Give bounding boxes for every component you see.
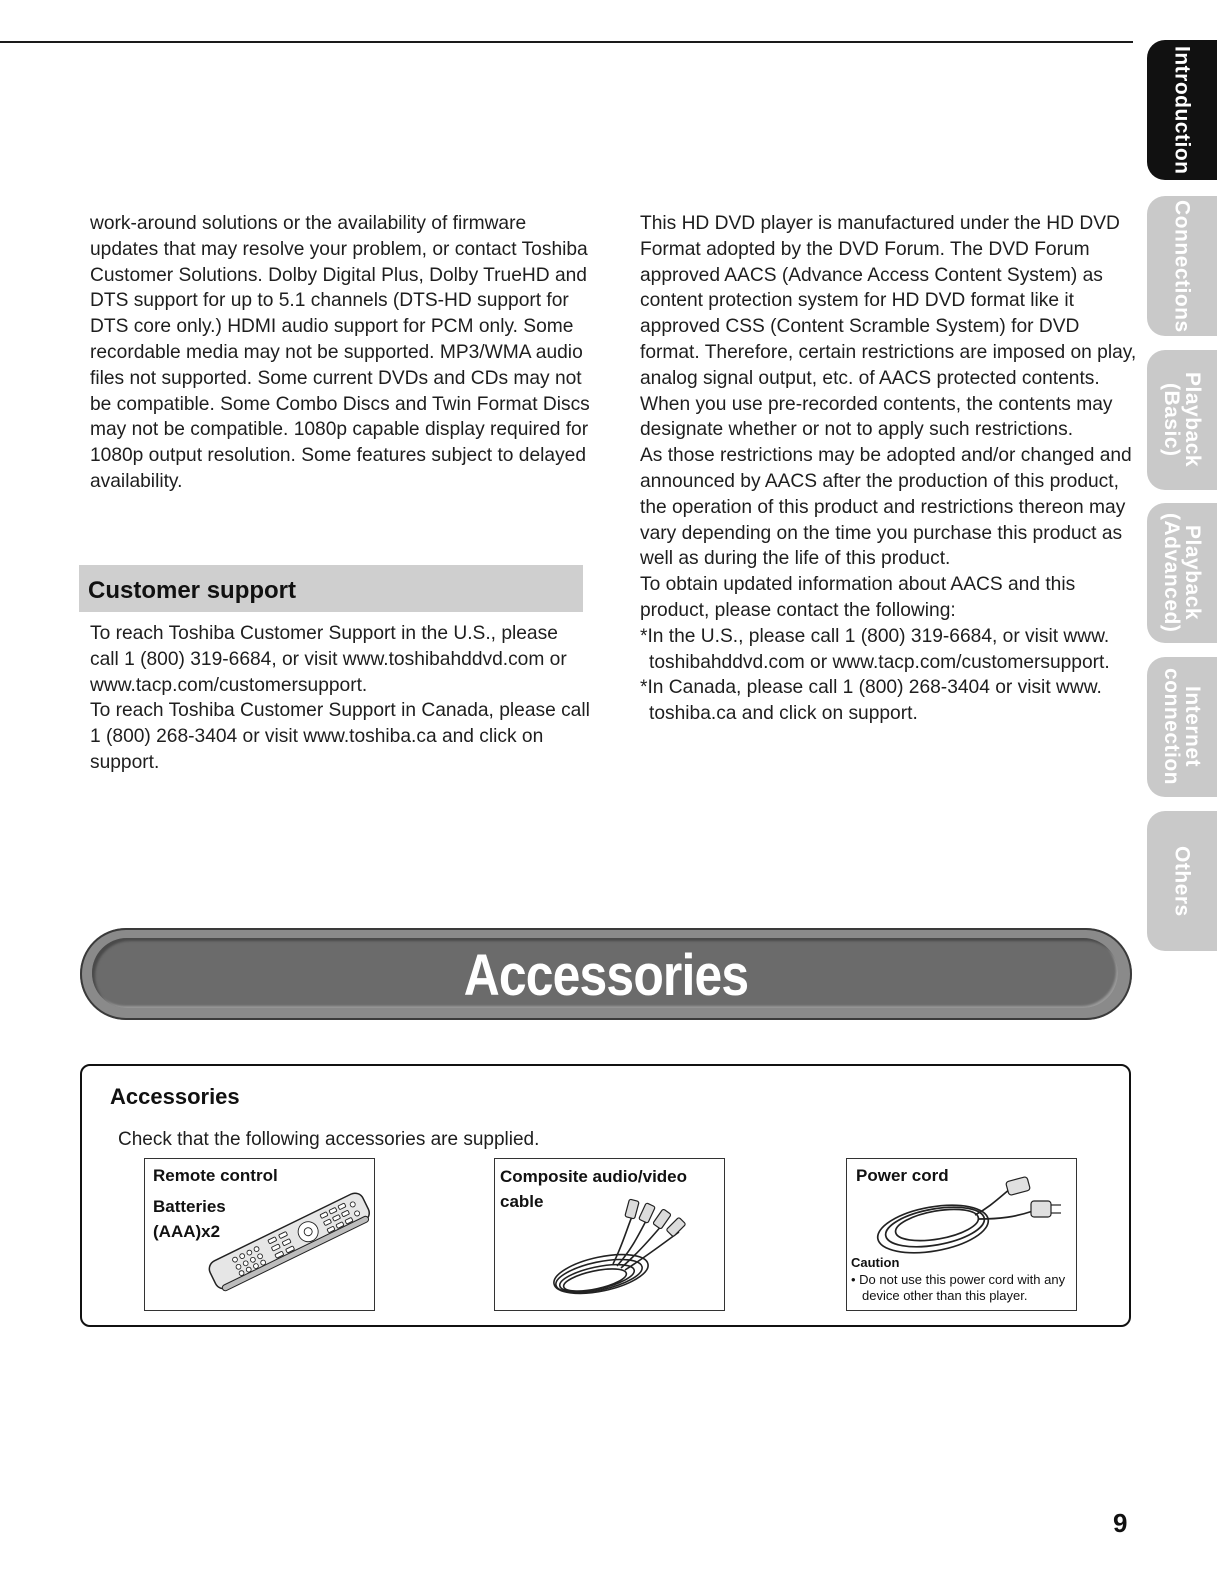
aacs-paragraph-4: To obtain updated information about AACS and this product, please contact the following: — [640, 574, 1076, 621]
tab-label: Playback (Advanced) — [1160, 513, 1204, 633]
remote-label: Remote control — [153, 1166, 278, 1185]
batteries-quantity: (AAA)x2 — [153, 1222, 221, 1241]
accessory-remote-control — [144, 1158, 375, 1311]
tab-playback-advanced[interactable] — [1147, 503, 1217, 643]
aacs-paragraph-2: When you use pre-recorded contents, the contents may designate whether or not to apply such restrictions. — [640, 393, 1113, 441]
accessories-intro: Check that the following accessories are supplied. — [118, 1129, 540, 1150]
av-cable-icon — [547, 1194, 707, 1306]
page-number: 9 — [1113, 1508, 1128, 1538]
tab-label: Introduction — [1170, 45, 1194, 175]
disclaimer-paragraph: work-around solutions or the availability of firmware updates that may resolve your problem, or contact Toshiba Customer Solutions. Dolby Digital Plus, Dolby TrueHD and DTS support for up to 5.1 channels (DTS-HD support for DTS core only.) HDMI audio support for PCM only. Some recordable media may not be supported. MP3/WMA audio files not supported. Some current DVDs and CDs may not be compatible. Some Combo Discs and Twin Format Discs may not be compatible. 1080p capable display required for 1080p output resolution. Some features subject to delayed availability. — [90, 213, 590, 492]
aacs-contact-us: *In the U.S., please call 1 (800) 319-6684, or visit www. toshibahddvd.com or www.tacp.com/customersupport. — [640, 625, 1110, 673]
accessory-composite-cable — [494, 1158, 725, 1311]
caution-text: • Do not use this power cord with any device other than this player. — [851, 1272, 1066, 1303]
tab-connections[interactable] — [1147, 196, 1217, 336]
accessories-banner — [80, 928, 1132, 1020]
tab-label: Others — [1170, 845, 1194, 917]
aacs-paragraph-3: As those restrictions may be adopted and/or changed and announced by AACS after the production of this product, the operation of this product and restrictions thereon may vary depending on the time you purchase this product as well as during the life of this product. — [640, 445, 1132, 570]
tab-label: Playback (Basic) — [1160, 372, 1204, 468]
accessory-power-cord — [846, 1158, 1077, 1311]
cable-label-line2: cable — [500, 1192, 544, 1211]
power-cord-icon — [875, 1167, 1071, 1257]
right-column — [640, 211, 1140, 727]
customer-support-header — [79, 565, 583, 612]
aacs-paragraph-1: This HD DVD player is manufactured under the HD DVD Format adopted by the DVD Forum. The DVD Forum approved AACS (Advance Access Content System) as content protection system for HD DVD format like it approved CSS (Content Scramble System) for DVD format. Therefore, certain restrictions are imposed on play, analog signal output, etc. of AACS protected contents. — [640, 213, 1137, 389]
tab-label: Connections — [1170, 199, 1194, 333]
remote-control-icon — [193, 1189, 373, 1299]
tab-others[interactable] — [1147, 811, 1217, 951]
customer-support-body — [90, 621, 590, 776]
left-column — [90, 211, 590, 495]
support-canada-paragraph: To reach Toshiba Customer Support in Canada, please call 1 (800) 268-3404 or visit www.toshiba.ca and click on support. — [90, 700, 590, 773]
tab-internet-connection[interactable] — [1147, 657, 1217, 797]
batteries-label: Batteries — [153, 1197, 226, 1216]
tab-label: Internet connection — [1160, 668, 1204, 786]
support-us-paragraph: To reach Toshiba Customer Support in the U.S., please call 1 (800) 319-6684, or visit www.toshibahddvd.com or www.tacp.com/customersupport. — [90, 623, 567, 696]
caution-heading: Caution — [851, 1255, 900, 1270]
banner-title: Accessories — [463, 943, 749, 1008]
cable-label: Composite audio/video — [500, 1167, 688, 1186]
accessories-box — [80, 1064, 1131, 1327]
customer-support-heading: Customer support — [88, 577, 297, 604]
power-cord-label: Power cord — [856, 1166, 949, 1185]
header-rule — [0, 41, 1133, 43]
accessories-heading: Accessories — [110, 1084, 240, 1109]
tab-playback-basic[interactable] — [1147, 350, 1217, 490]
aacs-contact-canada: *In Canada, please call 1 (800) 268-3404 or visit www. toshiba.ca and click on support. — [640, 677, 1102, 725]
tab-introduction[interactable] — [1147, 40, 1217, 180]
